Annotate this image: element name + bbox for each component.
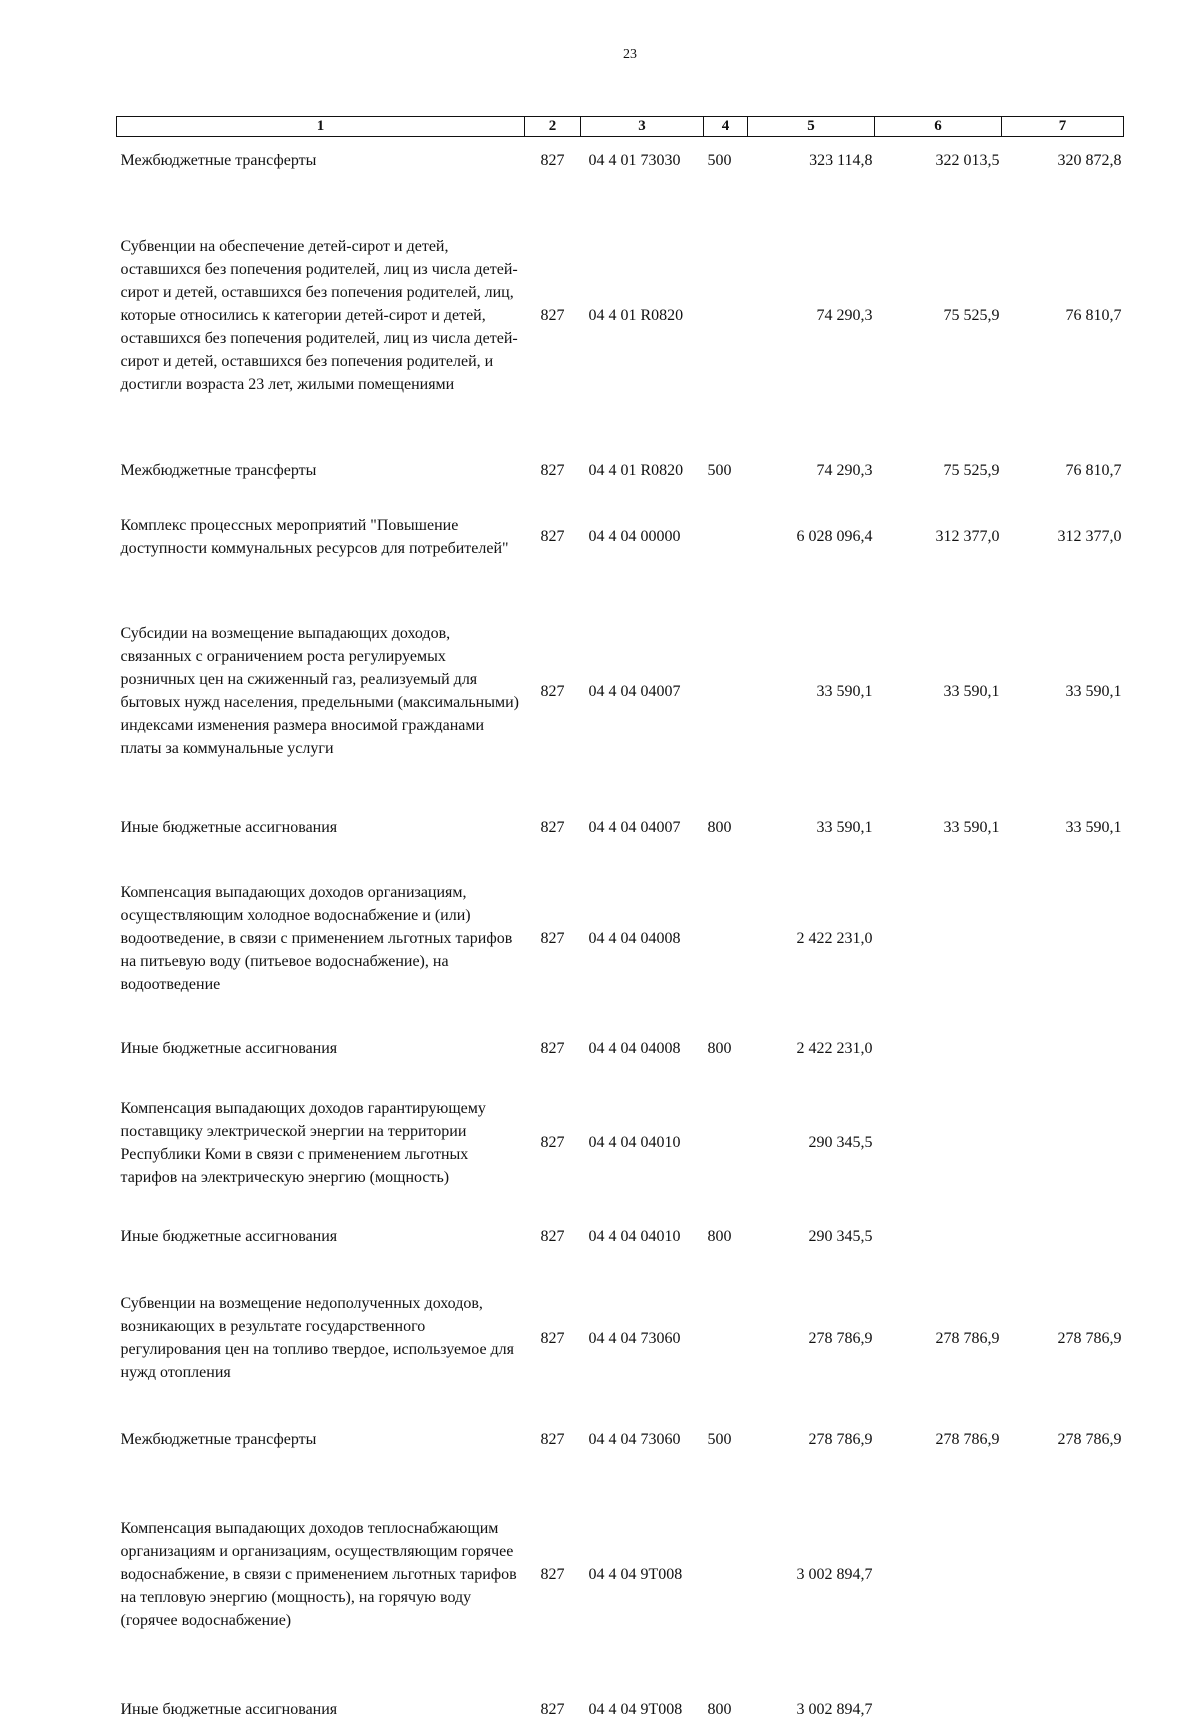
table-row	[117, 495, 1124, 579]
row-name: Иные бюджетные ассигнования	[120, 1228, 338, 1245]
row-amount-year-1: 6 028 096,4	[796, 528, 873, 545]
row-amount-year-2: 278 786,9	[935, 1329, 1000, 1347]
row-amount-year-2	[875, 1686, 1002, 1734]
header-col-6: 6	[875, 117, 1002, 137]
row-expense-type	[704, 579, 748, 804]
row-target-article: 04 4 04 00000	[588, 528, 681, 545]
row-name: Межбюджетные трансферты	[120, 462, 317, 479]
row-amount-year-1: 278 786,9	[808, 1431, 873, 1448]
row-amount-year-3: 312 377,0	[1057, 528, 1122, 545]
row-target-article: 04 4 04 04008	[588, 1040, 681, 1057]
row-gr-code: 827	[540, 682, 565, 700]
budget-table	[116, 116, 1124, 1734]
row-amount-year-2	[875, 1073, 1002, 1213]
table-row	[117, 852, 1124, 1025]
row-expense-type: 800	[707, 1701, 732, 1718]
row-target-article: 04 4 04 04010	[588, 1134, 681, 1151]
row-target-article: 04 4 04 04010	[588, 1228, 681, 1245]
row-gr-code: 827	[540, 1701, 565, 1718]
row-expense-type: 800	[707, 1228, 732, 1245]
row-expense-type	[704, 495, 748, 579]
row-name: Иные бюджетные ассигнования	[120, 1701, 338, 1718]
table-row	[117, 1686, 1124, 1734]
page-number: 23	[623, 47, 637, 62]
row-target-article: 04 4 04 73060	[588, 1431, 681, 1448]
table-row	[117, 579, 1124, 804]
row-gr-code: 827	[540, 1228, 565, 1245]
row-gr-code: 827	[540, 528, 565, 545]
row-name: Иные бюджетные ассигнования	[120, 1040, 338, 1057]
table-row	[117, 447, 1124, 495]
row-amount-year-3	[1002, 1073, 1124, 1213]
row-amount-year-3	[1002, 1025, 1124, 1073]
row-gr-code: 827	[540, 462, 565, 479]
header-col-5: 5	[748, 117, 875, 137]
row-name: Субсидии на возмещение выпадающих доходов, связанных с ограничением роста регулируемых розничных цен на сжиженный газ, реализуемый для бытовых нужд населения, предельными (максимальными) индексами изменения размера вносимой гражданами платы за коммунальные услуги	[120, 625, 519, 757]
row-target-article: 04 4 04 9Т008	[588, 1701, 683, 1718]
row-name: Межбюджетные трансферты	[120, 1431, 317, 1448]
row-gr-code: 827	[540, 1134, 565, 1151]
row-gr-code: 827	[540, 1329, 565, 1347]
row-target-article: 04 4 04 04007	[588, 819, 681, 836]
row-amount-year-3	[1002, 852, 1124, 1025]
row-expense-type: 500	[707, 1431, 732, 1448]
row-amount-year-3: 278 786,9	[1057, 1431, 1122, 1448]
row-expense-type	[704, 185, 748, 447]
row-amount-year-2: 278 786,9	[935, 1431, 1000, 1448]
header-col-2: 2	[525, 117, 581, 137]
row-amount-year-3: 33 590,1	[1065, 682, 1122, 700]
table-row	[117, 1261, 1124, 1416]
row-name: Компенсация выпадающих доходов теплоснабжающим организациям и организациям, осуществляющим горячее водоснабжение, в связи с применением льготных тарифов на тепловую энергию (мощность), на горячую воду (горячее водоснабжение)	[120, 1520, 517, 1629]
table-row	[117, 137, 1124, 185]
row-expense-type	[704, 1261, 748, 1416]
row-name: Межбюджетные трансферты	[120, 152, 317, 170]
row-expense-type: 800	[707, 819, 732, 836]
header-col-7: 7	[1002, 117, 1124, 137]
row-amount-year-2: 322 013,5	[935, 152, 1000, 170]
row-name: Компенсация выпадающих доходов организациям, осуществляющим холодное водоснабжение и (или) водоотведение, в связи с применением льготных тарифов на питьевую воду (питьевое водоснабжение), на водоотведение	[120, 883, 513, 993]
table-row	[117, 185, 1124, 447]
row-expense-type	[704, 1073, 748, 1213]
row-name: Иные бюджетные ассигнования	[120, 819, 338, 836]
row-amount-year-2	[875, 852, 1002, 1025]
row-amount-year-2: 33 590,1	[943, 682, 1000, 700]
row-gr-code: 827	[540, 152, 565, 170]
header-col-1: 1	[117, 117, 525, 137]
row-name: Компенсация выпадающих доходов гарантирующему поставщику электрической энергии на территории Республики Коми в связи с применением льготных тарифов на электрическую энергию (мощность)	[120, 1099, 486, 1186]
row-amount-year-1: 290 345,5	[808, 1228, 873, 1245]
row-gr-code: 827	[540, 1431, 565, 1448]
row-target-article: 04 4 04 9Т008	[588, 1566, 683, 1583]
row-amount-year-2: 75 525,9	[943, 462, 1000, 479]
row-amount-year-1: 3 002 894,7	[796, 1566, 873, 1583]
row-expense-type	[704, 1464, 748, 1686]
table-row	[117, 804, 1124, 852]
row-expense-type: 500	[707, 152, 732, 170]
row-amount-year-1: 33 590,1	[816, 819, 873, 836]
row-gr-code: 827	[540, 819, 565, 836]
row-amount-year-2: 33 590,1	[943, 819, 1000, 836]
row-gr-code: 827	[540, 307, 565, 324]
row-amount-year-3: 320 872,8	[1057, 152, 1122, 170]
row-name: Субвенции на возмещение недополученных доходов, возникающих в результате государственного регулирования цен на топливо твердое, используемое для нужд отопления	[120, 1295, 515, 1381]
row-amount-year-3: 76 810,7	[1065, 307, 1122, 324]
row-amount-year-1: 290 345,5	[808, 1134, 873, 1151]
header-row	[117, 117, 1124, 137]
row-amount-year-2	[875, 1025, 1002, 1073]
row-amount-year-2: 75 525,9	[943, 307, 1000, 324]
row-amount-year-2	[875, 1213, 1002, 1261]
row-amount-year-2: 312 377,0	[935, 528, 1000, 545]
row-amount-year-3	[1002, 1686, 1124, 1734]
row-amount-year-1: 33 590,1	[816, 682, 873, 700]
row-target-article: 04 4 04 73060	[588, 1329, 681, 1347]
row-amount-year-1: 3 002 894,7	[796, 1701, 873, 1718]
table-row	[117, 1464, 1124, 1686]
row-amount-year-2	[875, 1464, 1002, 1686]
row-target-article: 04 4 04 04008	[588, 929, 681, 947]
row-amount-year-1: 2 422 231,0	[796, 929, 873, 947]
row-name: Комплекс процессных мероприятий "Повышение доступности коммунальных ресурсов для потребителей"	[120, 516, 509, 557]
row-target-article: 04 4 01 R0820	[588, 462, 684, 479]
row-amount-year-3: 278 786,9	[1057, 1329, 1122, 1347]
row-amount-year-1: 278 786,9	[808, 1329, 873, 1347]
header-col-4: 4	[704, 117, 748, 137]
row-amount-year-3: 33 590,1	[1065, 819, 1122, 836]
row-target-article: 04 4 01 R0820	[588, 307, 684, 324]
row-expense-type	[704, 852, 748, 1025]
row-amount-year-3	[1002, 1213, 1124, 1261]
row-expense-type: 800	[707, 1040, 732, 1057]
row-amount-year-1: 74 290,3	[816, 307, 873, 324]
row-amount-year-1: 74 290,3	[816, 462, 873, 479]
row-name: Субвенции на обеспечение детей-сирот и детей, оставшихся без попечения родителей, лиц из числа детей-сирот и детей, оставшихся без попечения родителей, лиц, которые относились к категории детей-сирот и детей, оставшихся без попечения родителей, лиц из числа детей-сирот и детей, оставшихся без попечения родителей, и достигли возраста 23 лет, жилыми помещениями	[120, 238, 518, 393]
row-target-article: 04 4 01 73030	[588, 152, 681, 170]
row-gr-code: 827	[540, 929, 565, 947]
row-amount-year-3: 76 810,7	[1065, 462, 1122, 479]
table-row	[117, 1213, 1124, 1261]
row-expense-type: 500	[707, 462, 732, 479]
row-amount-year-3	[1002, 1464, 1124, 1686]
table-row	[117, 1073, 1124, 1213]
row-target-article: 04 4 04 04007	[588, 682, 681, 700]
table-row	[117, 1416, 1124, 1464]
header-col-3: 3	[581, 117, 704, 137]
row-gr-code: 827	[540, 1566, 565, 1583]
row-gr-code: 827	[540, 1040, 565, 1057]
row-amount-year-1: 323 114,8	[809, 152, 873, 170]
row-amount-year-1: 2 422 231,0	[796, 1040, 873, 1057]
table-row	[117, 1025, 1124, 1073]
